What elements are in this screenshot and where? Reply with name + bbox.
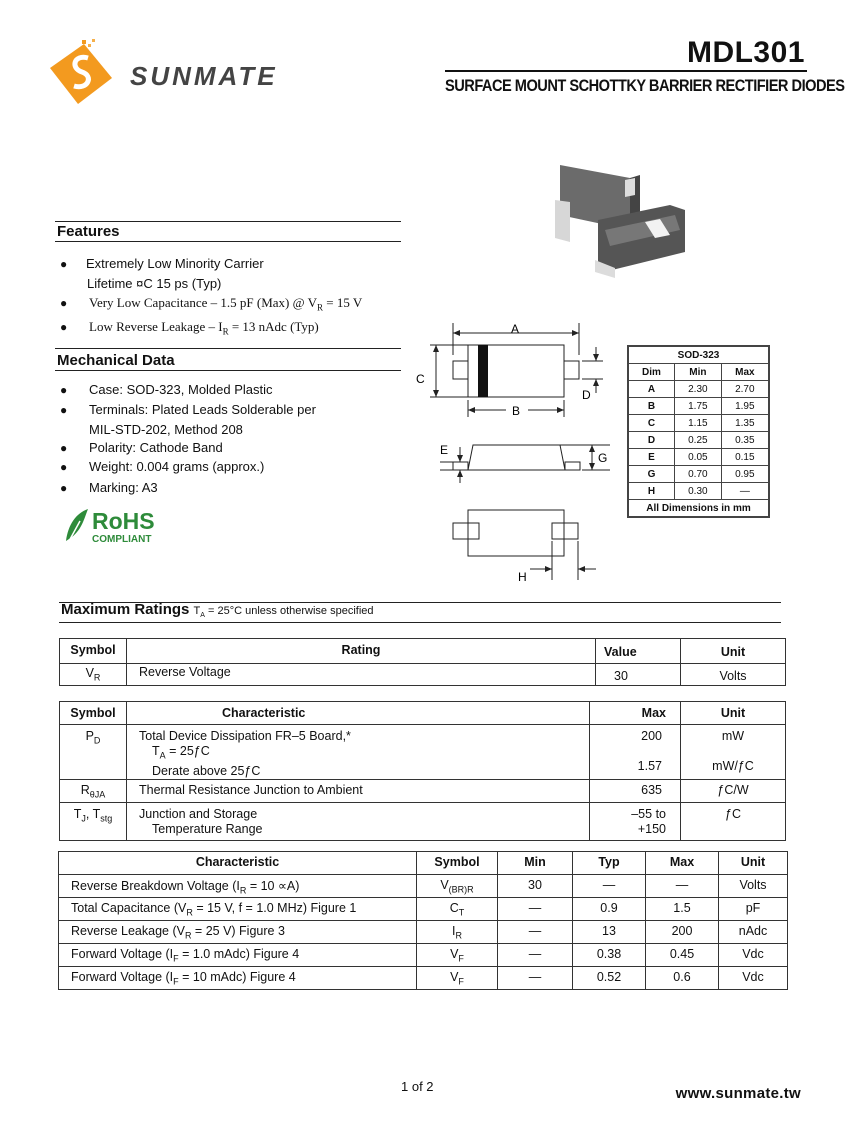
header-rule [445,70,807,72]
bullet-icon: ● [60,460,68,474]
footer-url[interactable]: www.sunmate.tw [675,1085,801,1102]
features-rule-top [55,221,401,222]
electrical-table [58,851,788,990]
page-number: 1 of 2 [401,1079,434,1094]
outline-drawing [410,315,625,585]
table-row: $R_{\theta JA}$ Thermal Resistance Junction to Ambient 635 ƒC/W [60,779,786,802]
rohs-compliant: COMPLIANT [92,534,152,545]
bullet-icon: ● [60,383,68,397]
ratings-rule-bottom [59,622,781,623]
bullet-icon: ● [60,481,68,495]
table-row: E 0.05 0.15 [628,449,769,466]
table-header: Min [498,852,573,875]
table-row: Forward Voltage ($I_F = 1.0$ mAdc) Figure 4 $V_F$ — 0.38 0.45 Vdc [59,944,788,967]
brand-wordmark: SUNMATE [130,61,278,91]
package-image [550,160,700,280]
table-header: Value [596,639,681,664]
bullet-icon: ● [60,257,68,271]
feature-text: Low Reverse Leakage – $I_R = 13$ nAdc (Typ) [89,319,319,337]
product-subtitle: SURFACE MOUNT SCHOTTKY BARRIER RECTIFIER DIODES [445,76,845,95]
table-row: D 0.25 0.35 [628,432,769,449]
table-header: Characteristic [127,702,590,725]
table-row: Total Capacitance ($V_R = 15$ V, f = 1.0 MHz) Figure 1 $C_T$ — 0.9 1.5 pF [59,898,788,921]
bullet-icon: ● [60,296,68,310]
table-header: Characteristic [59,852,417,875]
dim-table-footer: All Dimensions in mm [628,500,769,518]
table-row: Forward Voltage ($I_F = 10$ mAdc) Figure 4 $V_F$ — 0.52 0.6 Vdc [59,967,788,990]
bullet-icon: ● [60,320,68,334]
features-heading: Features [57,223,120,240]
ratings-condition: $T_A = 25^\circ C$ unless otherwise specified [193,605,374,620]
dim-label-g: G [598,451,608,465]
feature-text: Extremely Low Minority Carrier [86,256,264,271]
table-header: Unit [681,639,786,664]
ratings-table-2 [59,701,786,841]
mechanical-heading: Mechanical Data [57,352,175,369]
table-row: Reverse Leakage ($V_R = 25$ V) Figure 3 $I_R$ — 13 200 nAdc [59,921,788,944]
dimension-table [627,345,770,518]
table-row: B 1.75 1.95 [628,398,769,415]
table-header: Max [646,852,719,875]
table-row: H 0.30 — [628,483,769,500]
dim-label-e: E [440,443,449,457]
table-row: A 2.30 2.70 [628,381,769,398]
table-row: $V_R$ Reverse Voltage 30 Volts [60,664,786,686]
max-ratings-heading: Maximum Ratings $T_A = 25^\circ C$ unless otherwise specified [61,601,374,620]
mechanical-rule-bottom [55,370,401,371]
dim-label-a: A [511,322,520,336]
table-header: Unit [719,852,788,875]
table-header: Max [590,702,681,725]
table-row: C 1.15 1.35 [628,415,769,432]
bullet-icon: ● [60,441,68,455]
table-header: Symbol [417,852,498,875]
features-rule-bottom [55,241,401,242]
table-header: Rating [127,639,596,664]
table-header: Symbol [60,639,127,664]
part-number: MDL301 [686,36,805,69]
dim-label-h: H [518,570,527,584]
dim-table-title: SOD-323 [628,346,769,364]
bullet-icon: ● [60,403,68,417]
table-header: Unit [681,702,786,725]
table-header: Symbol [60,702,127,725]
dim-label-d: D [582,388,591,402]
rohs-text: RoHS [92,508,155,534]
feature-text: Lifetime ¤C 15 ps (Typ) [87,276,222,291]
table-header: Typ [573,852,646,875]
dim-header: Max [721,364,769,381]
dim-label-b: B [512,404,521,418]
dim-header: Dim [628,364,675,381]
mechanical-rule-top [55,348,401,349]
sunmate-logo [48,38,318,128]
dim-label-c: C [416,372,425,386]
rohs-logo [62,505,172,545]
feature-text: Very Low Capacitance – 1.5 pF (Max) @ $V_R = 15$ V [89,295,363,313]
dim-header: Min [675,364,722,381]
ratings-table-1 [59,638,786,686]
table-row: G 0.70 0.95 [628,466,769,483]
table-row: Reverse Breakdown Voltage $(I_R = 10 \propto A)$ $V_{(BR)R}$ 30 — — Volts [59,875,788,898]
table-row: $P_D$ Total Device Dissipation FR–5 Board,* $T_A$ = 25ƒC Derate above 25ƒC 200 1.57 mW mW/ƒC [60,725,786,780]
table-row: $T_J$, $T_{stg}$ Junction and Storage Temperature Range –55 to +150 ƒC [60,802,786,840]
